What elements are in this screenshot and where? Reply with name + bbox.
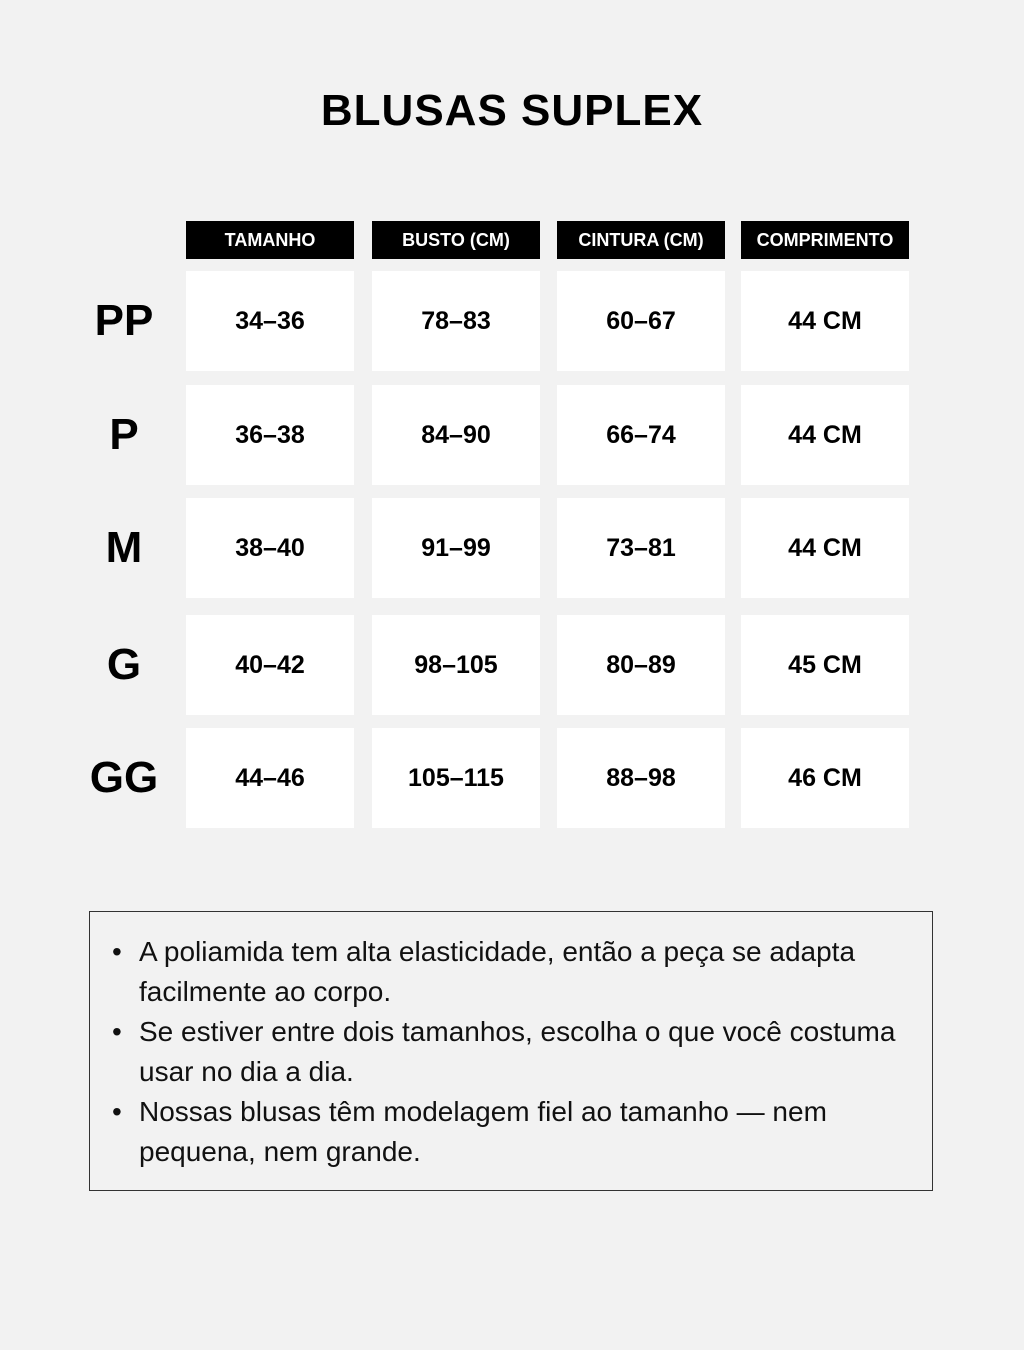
- table-row: [0, 385, 1024, 485]
- cell-cintura: 66–74: [557, 385, 725, 485]
- list-item: [108, 932, 938, 1012]
- cell-tamanho: 40–42: [186, 615, 354, 715]
- cell-tamanho: 34–36: [186, 271, 354, 371]
- cell-cintura: 80–89: [557, 615, 725, 715]
- notes-box: [89, 911, 933, 1191]
- cell-cintura: 60–67: [557, 271, 725, 371]
- note-text: A poliamida tem alta elasticidade, então a peça se adapta facilmente ao corpo.: [139, 936, 856, 1007]
- cell-cintura: 88–98: [557, 728, 725, 828]
- cell-comprimento: 44 CM: [741, 271, 909, 371]
- note-text: Nossas blusas têm modelagem fiel ao tamanho — nem pequena, nem grande.: [139, 1096, 827, 1167]
- list-item: [108, 1092, 938, 1172]
- cell-comprimento: 46 CM: [741, 728, 909, 828]
- size-label: GG: [89, 753, 159, 802]
- bullet-icon: •: [112, 1096, 122, 1127]
- cell-cintura: 73–81: [557, 498, 725, 598]
- cell-comprimento: 44 CM: [741, 385, 909, 485]
- table-row: [0, 615, 1024, 715]
- size-label: M: [105, 523, 143, 572]
- table-row: [0, 498, 1024, 598]
- list-item: [108, 1012, 938, 1092]
- cell-comprimento: 45 CM: [741, 615, 909, 715]
- cell-busto: 84–90: [372, 385, 540, 485]
- header-comprimento: COMPRIMENTO: [741, 221, 909, 259]
- cell-tamanho: 38–40: [186, 498, 354, 598]
- note-text: Se estiver entre dois tamanhos, escolha o que você costuma usar no dia a dia.: [139, 1016, 896, 1087]
- cell-tamanho: 44–46: [186, 728, 354, 828]
- cell-comprimento: 44 CM: [741, 498, 909, 598]
- cell-busto: 91–99: [372, 498, 540, 598]
- bullet-icon: •: [112, 1016, 122, 1047]
- cell-tamanho: 36–38: [186, 385, 354, 485]
- notes-list: [108, 932, 938, 1172]
- header-busto: BUSTO (CM): [372, 221, 540, 259]
- header-cintura: CINTURA (CM): [557, 221, 725, 259]
- cell-busto: 78–83: [372, 271, 540, 371]
- cell-busto: 105–115: [372, 728, 540, 828]
- table-row: [0, 728, 1024, 828]
- size-label: P: [109, 410, 139, 459]
- cell-busto: 98–105: [372, 615, 540, 715]
- bullet-icon: •: [112, 936, 122, 967]
- page-title: BLUSAS SUPLEX: [320, 86, 704, 135]
- table-row: [0, 271, 1024, 371]
- size-label: G: [106, 640, 142, 689]
- header-tamanho: TAMANHO: [186, 221, 354, 259]
- size-label: PP: [94, 296, 154, 345]
